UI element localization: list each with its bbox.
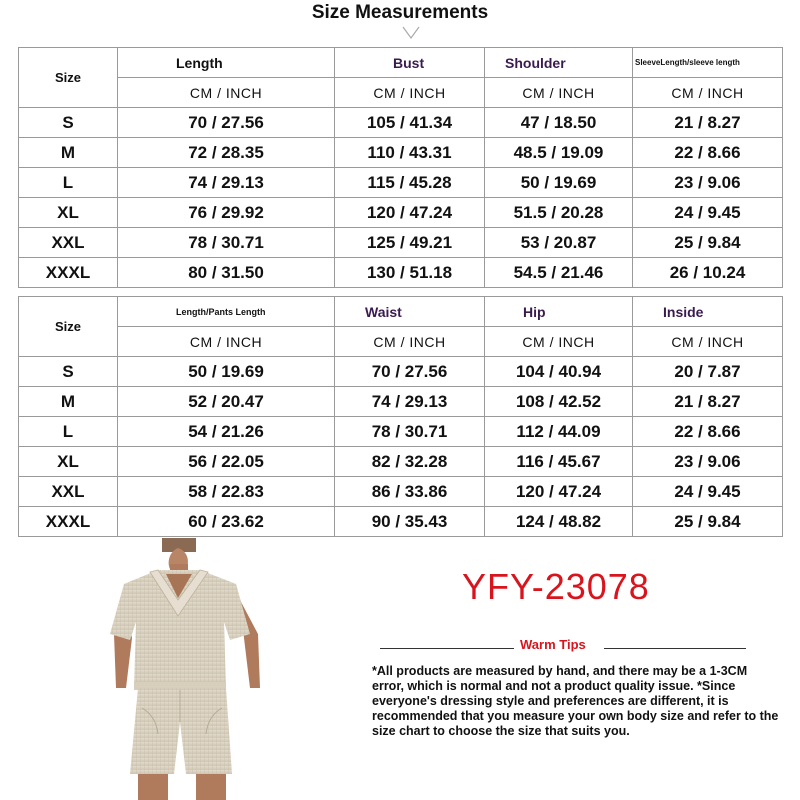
table-row — [19, 387, 783, 417]
table-row — [19, 108, 783, 138]
measurement-cell: 51.5 / 20.28 — [485, 198, 633, 228]
measurement-cell: 80 / 31.50 — [118, 258, 335, 288]
measurement-cell: 48.5 / 19.09 — [485, 138, 633, 168]
measurement-cell: 58 / 22.83 — [118, 477, 335, 507]
unit-label: CM / INCH — [485, 78, 633, 108]
size-header: Size — [19, 297, 118, 357]
measurement-cell: 115 / 45.28 — [335, 168, 485, 198]
measurement-cell: 74 / 29.13 — [118, 168, 335, 198]
measurement-cell: 70 / 27.56 — [335, 357, 485, 387]
table-row — [19, 228, 783, 258]
size-cell: L — [19, 417, 118, 447]
top-size-table — [18, 47, 783, 288]
size-cell: M — [19, 387, 118, 417]
measurement-cell: 24 / 9.45 — [633, 477, 783, 507]
table-row — [19, 507, 783, 537]
header-waist: Waist — [335, 297, 485, 327]
measurement-cell: 125 / 49.21 — [335, 228, 485, 258]
measurement-cell: 110 / 43.31 — [335, 138, 485, 168]
header-inside: Inside — [633, 297, 783, 327]
header-length: Length — [118, 48, 335, 78]
unit-label: CM / INCH — [335, 327, 485, 357]
measurement-cell: 74 / 29.13 — [335, 387, 485, 417]
unit-label: CM / INCH — [118, 327, 335, 357]
size-cell: XXXL — [19, 507, 118, 537]
measurement-cell: 78 / 30.71 — [118, 228, 335, 258]
header-pants-length: Length/Pants Length — [118, 297, 335, 327]
bottom-table-body — [19, 357, 783, 537]
measurement-cell: 90 / 35.43 — [335, 507, 485, 537]
size-cell: XXXL — [19, 258, 118, 288]
tips-divider-right — [604, 648, 746, 649]
measurement-cell: 50 / 19.69 — [485, 168, 633, 198]
table-row — [19, 477, 783, 507]
unit-label: CM / INCH — [118, 78, 335, 108]
warm-tips-title: Warm Tips — [520, 637, 586, 652]
product-photo — [108, 538, 290, 800]
measurement-cell: 52 / 20.47 — [118, 387, 335, 417]
measurement-cell: 86 / 33.86 — [335, 477, 485, 507]
header-sleeve-length: SleeveLength/sleeve length — [633, 48, 783, 78]
header-bust: Bust — [335, 48, 485, 78]
measurement-cell: 124 / 48.82 — [485, 507, 633, 537]
header-shoulder: Shoulder — [485, 48, 633, 78]
title-pointer-icon — [402, 26, 420, 40]
table-row — [19, 417, 783, 447]
measurement-cell: 78 / 30.71 — [335, 417, 485, 447]
size-cell: L — [19, 168, 118, 198]
measurement-cell: 54 / 21.26 — [118, 417, 335, 447]
measurement-cell: 56 / 22.05 — [118, 447, 335, 477]
measurement-cell: 26 / 10.24 — [633, 258, 783, 288]
warm-tips-body: *All products are measured by hand, and there may be a 1-3CM error, which is normal and not a product quality issue. *Since everyone's dressing style and preferences are different, it is recommended that you measure your own body size and refer to the size chart to choose the size that suits you. — [372, 664, 779, 738]
measurement-cell: 60 / 23.62 — [118, 507, 335, 537]
measurement-cell: 23 / 9.06 — [633, 447, 783, 477]
measurement-cell: 25 / 9.84 — [633, 228, 783, 258]
measurement-cell: 21 / 8.27 — [633, 387, 783, 417]
table-row — [19, 357, 783, 387]
measurement-cell: 82 / 32.28 — [335, 447, 485, 477]
measurement-cell: 72 / 28.35 — [118, 138, 335, 168]
size-header: Size — [19, 48, 118, 108]
measurement-cell: 70 / 27.56 — [118, 108, 335, 138]
measurement-cell: 23 / 9.06 — [633, 168, 783, 198]
unit-label: CM / INCH — [633, 327, 783, 357]
measurement-cell: 116 / 45.67 — [485, 447, 633, 477]
measurement-cell: 24 / 9.45 — [633, 198, 783, 228]
page-title: Size Measurements — [311, 2, 489, 23]
measurement-cell: 108 / 42.52 — [485, 387, 633, 417]
size-cell: XL — [19, 198, 118, 228]
measurement-cell: 53 / 20.87 — [485, 228, 633, 258]
size-cell: XXL — [19, 228, 118, 258]
unit-label: CM / INCH — [335, 78, 485, 108]
measurement-cell: 120 / 47.24 — [485, 477, 633, 507]
top-table-body — [19, 108, 783, 288]
measurement-cell: 120 / 47.24 — [335, 198, 485, 228]
size-cell: XL — [19, 447, 118, 477]
measurement-cell: 76 / 29.92 — [118, 198, 335, 228]
measurement-cell: 130 / 51.18 — [335, 258, 485, 288]
bottom-size-table — [18, 296, 783, 537]
size-cell: M — [19, 138, 118, 168]
table-row — [19, 447, 783, 477]
measurement-cell: 54.5 / 21.46 — [485, 258, 633, 288]
measurement-cell: 22 / 8.66 — [633, 417, 783, 447]
product-code: YFY-23078 — [462, 566, 650, 607]
measurement-cell: 47 / 18.50 — [485, 108, 633, 138]
measurement-cell: 112 / 44.09 — [485, 417, 633, 447]
unit-label: CM / INCH — [633, 78, 783, 108]
header-hip: Hip — [485, 297, 633, 327]
table-row — [19, 138, 783, 168]
measurement-cell: 105 / 41.34 — [335, 108, 485, 138]
table-row — [19, 168, 783, 198]
measurement-cell: 50 / 19.69 — [118, 357, 335, 387]
measurement-cell: 20 / 7.87 — [633, 357, 783, 387]
tips-divider-left — [380, 648, 514, 649]
size-cell: S — [19, 108, 118, 138]
table-row — [19, 258, 783, 288]
unit-label: CM / INCH — [485, 327, 633, 357]
measurement-cell: 25 / 9.84 — [633, 507, 783, 537]
measurement-cell: 21 / 8.27 — [633, 108, 783, 138]
measurement-cell: 104 / 40.94 — [485, 357, 633, 387]
table-row — [19, 198, 783, 228]
measurement-cell: 22 / 8.66 — [633, 138, 783, 168]
size-cell: S — [19, 357, 118, 387]
size-cell: XXL — [19, 477, 118, 507]
